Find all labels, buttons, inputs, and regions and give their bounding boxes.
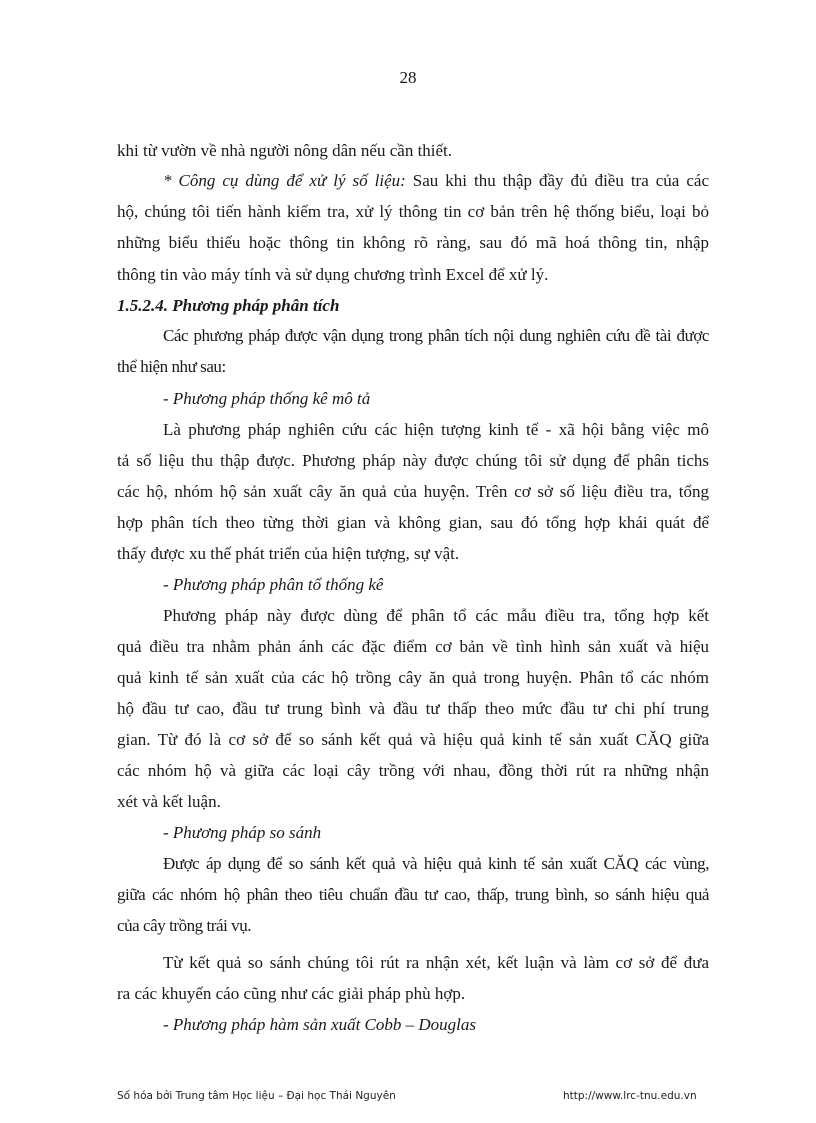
- inline-label: * Công cụ dùng để xử lý số liệu:: [163, 171, 406, 190]
- inline-text: Sau khi thu thập đầy đủ điều tra của các: [405, 171, 709, 190]
- paragraph-line: thấy được xu thế phát triển của hiện tượng, sự vật.: [117, 544, 460, 563]
- footer-url: http://www.lrc-tnu.edu.vn: [563, 1090, 697, 1102]
- paragraph-line: hộ, chúng tôi tiến hành kiểm tra, xử lý thông tin cơ bản trên hệ thống biểu, loại bỏ: [117, 202, 709, 221]
- section-heading: 1.5.2.4. Phương pháp phân tích: [117, 296, 340, 315]
- paragraph-line: tả số liệu thu thập được. Phương pháp này được chúng tôi sử dụng để phân tichs: [117, 451, 709, 470]
- paragraph-line: hợp phân tích theo từng thời gian và không gian, sau đó tổng hợp khái quát để: [117, 513, 709, 532]
- footer-source: Số hóa bởi Trung tâm Học liệu – Đại học Thái Nguyên: [117, 1090, 396, 1102]
- paragraph-line: gian. Từ đó là cơ sở để so sánh kết quả và hiệu quả kinh tế sản xuất CĂQ giữa: [117, 730, 709, 749]
- paragraph-line: [163, 171, 709, 191]
- subheading: - Phương pháp thống kê mô tả: [163, 389, 371, 408]
- paragraph-line: thể hiện như sau:: [117, 357, 226, 376]
- paragraph-line: Từ kết quả so sánh chúng tôi rút ra nhận xét, kết luận và làm cơ sở để đưa: [163, 953, 709, 972]
- subheading: - Phương pháp hàm sản xuất Cobb – Douglas: [163, 1015, 477, 1034]
- paragraph-line: những biểu thiếu hoặc thông tin không rõ ràng, sau đó mã hoá thông tin, nhập: [117, 233, 709, 252]
- subheading: - Phương pháp phân tổ thống kê: [163, 575, 384, 594]
- paragraph-line: xét và kết luận.: [117, 792, 221, 811]
- paragraph-line: quả kinh tế sản xuất của các hộ trồng cây ăn quả trong huyện. Phân tổ các nhóm: [117, 668, 709, 687]
- paragraph-line: hộ đầu tư cao, đầu tư trung bình và đầu tư thấp theo mức đầu tư chi phí trung: [117, 699, 709, 718]
- paragraph-line: của cây trồng trái vụ.: [117, 916, 252, 935]
- paragraph-line: các nhóm hộ và giữa các loại cây trồng với nhau, đồng thời rút ra những nhận: [117, 761, 709, 780]
- paragraph-line: thông tin vào máy tính và sử dụng chương trình Excel để xử lý.: [117, 265, 549, 284]
- paragraph-line: Được áp dụng để so sánh kết quả và hiệu quả kinh tế sản xuất CĂQ các vùng,: [163, 854, 709, 873]
- paragraph-line: Các phương pháp được vận dụng trong phân tích nội dung nghiên cứu đề tài được: [163, 326, 709, 345]
- subheading: - Phương pháp so sánh: [163, 823, 322, 842]
- paragraph-line: Là phương pháp nghiên cứu các hiện tượng kinh tế - xã hội bằng việc mô: [163, 420, 709, 439]
- page-number: 28: [399, 68, 417, 87]
- paragraph-line: giữa các nhóm hộ phân theo tiêu chuẩn đầu tư cao, thấp, trung bình, so sánh hiệu quả: [117, 885, 709, 904]
- paragraph-line: ra các khuyến cáo cũng như các giải pháp phù hợp.: [117, 984, 466, 1003]
- paragraph-line: quả điều tra nhằm phản ánh các đặc điểm cơ bản về tình hình sản xuất và hiệu: [117, 637, 709, 656]
- paragraph-line: khi từ vườn về nhà người nông dân nếu cần thiết.: [117, 141, 453, 160]
- paragraph-line: các hộ, nhóm hộ sản xuất cây ăn quả của huyện. Trên cơ sở số liệu điều tra, tổng: [117, 482, 709, 501]
- paragraph-line: Phương pháp này được dùng để phân tổ các mẫu điều tra, tổng hợp kết: [163, 606, 709, 625]
